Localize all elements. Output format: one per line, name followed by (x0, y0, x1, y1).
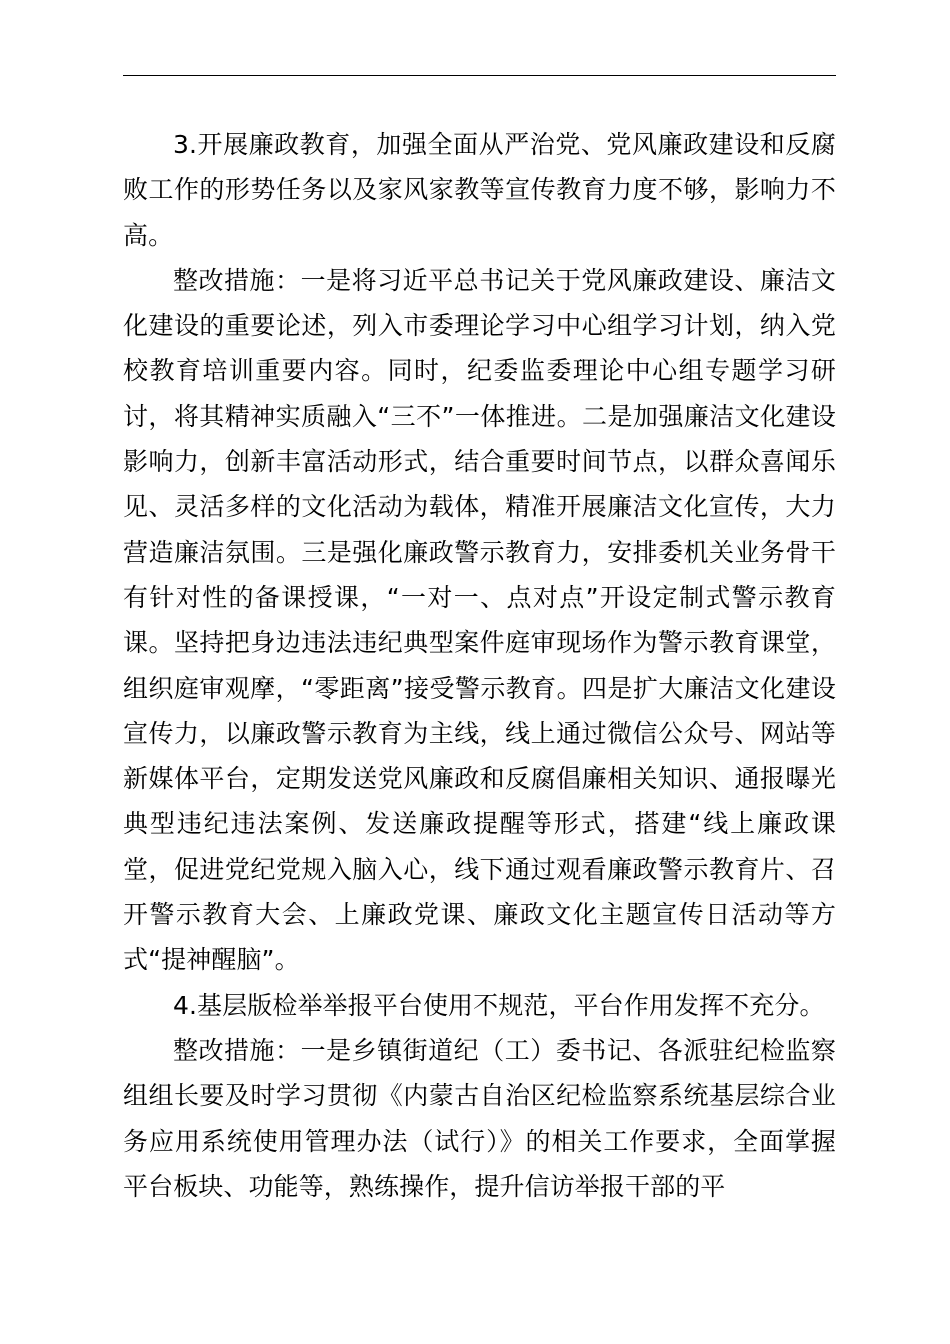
paragraph-item-4-heading: 4.基层版检举举报平台使用不规范，平台作用发挥不充分。 (173, 990, 825, 1020)
header-rule (123, 75, 836, 76)
paragraph-item-3-heading: 3.开展廉政教育，加强全面从严治党、党风廉政建设和反腐败工作的形势任务以及家风家教等宣传教育力度不够，影响力不高。 (123, 130, 836, 250)
paragraph-rectification-measures-3: 整改措施：一是将习近平总书记关于党风廉政建设、廉洁文化建设的重要论述，列入市委理论学习中心组学习计划，纳入党校教育培训重要内容。同时，纪委监委理论中心组专题学习研讨，将其精神实质融入“三不”一体推进。二是加强廉洁文化建设影响力，创新丰富活动形式，结合重要时间节点，以群众喜闻乐见、灵活多样的文化活动为载体，精准开展廉洁文化宣传，大力营造廉洁氛围。三是强化廉政警示教育力，安排委机关业务骨干有针对性的备课授课，“一对一、点对点”开设定制式警示教育课。坚持把身边违法违纪典型案件庭审现场作为警示教育课堂，组织庭审观摩，“零距离”接受警示教育。四是扩大廉洁文化建设宣传力，以廉政警示教育为主线，线上通过微信公众号、网站等新媒体平台，定期发送党风廉政和反腐倡廉相关知识、通报曝光典型违纪违法案例、发送廉政提醒等形式，搭建“线上廉政课堂，促进党纪党规入脑入心，线下通过观看廉政警示教育片、召开警示教育大会、上廉政党课、廉政文化主题宣传日活动等方式“提神醒脑”。 (123, 265, 836, 975)
document-body (123, 122, 836, 1209)
paragraph-rectification-measures-4: 整改措施：一是乡镇街道纪（工）委书记、各派驻纪检监察组组长要及时学习贯彻《内蒙古自治区纪检监察系统基层综合业务应用系统使用管理办法（试行）》的相关工作要求，全面掌握平台板块、功能等，熟练操作，提升信访举报干部的平 (123, 1035, 836, 1201)
